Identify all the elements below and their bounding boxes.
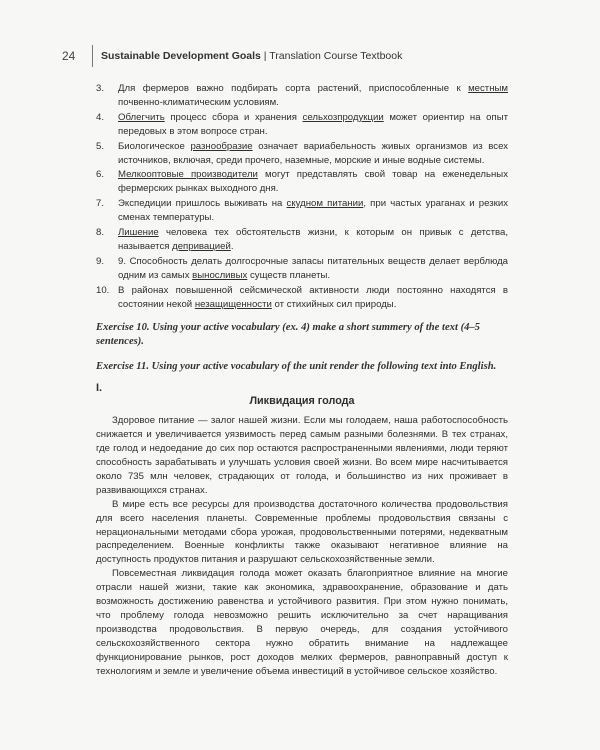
list-item-text: . [230, 240, 234, 252]
header-divider [92, 45, 93, 67]
vocabulary-term: незащищенности [194, 298, 272, 310]
list-item-text: Биологическое [118, 140, 191, 152]
list-item-number: 7. [96, 198, 105, 210]
list-item-text: почвенно-климатическим условиям. [118, 96, 279, 108]
page-header [62, 44, 560, 68]
list-item-number: 8. [96, 227, 105, 239]
exercise-11-instruction: Exercise 11. Using your active vocabulary of the unit render the following text into English. [96, 360, 497, 372]
running-title-rest: | Translation Course Textbook [260, 50, 403, 62]
list-item [96, 226, 508, 254]
text-title: Ликвидация голода [249, 395, 355, 408]
vocabulary-term: Облегчить [118, 111, 165, 123]
list-item-text: процесс сбора и хранения [164, 111, 303, 123]
vocabulary-term: местным [468, 83, 508, 94]
vocabulary-term: выносливых [192, 269, 248, 281]
list-item-text: могут представлять свой товар на еженедельных фермерских рынках выходного дня. [118, 169, 508, 195]
page-content [96, 82, 508, 679]
list-item-text: Экспедиции пришлось выживать на [118, 198, 287, 210]
list-item-number: 6. [96, 169, 105, 181]
section-number: I. [96, 381, 103, 394]
list-item [96, 140, 508, 168]
list-item-text: В районах повышенной сейсмической активности люди постоянно находятся в состоянии некой [118, 284, 508, 310]
list-item-text: существ планеты. [247, 269, 331, 281]
list-item [96, 111, 508, 139]
list-item-number: 9. [96, 255, 105, 267]
paragraph-2: В мире есть все ресурсы для производства достаточного количества продовольствия для всего населения планеты. Современные проблемы продовольствия связаны с нерациональными методами сбора урожая, продовольственными потерями, недекватным распределением. Военные конфликты также оказывают негативное влияние на доступность продуктов питания и разрушают сельскохозяйственные земли. [96, 498, 508, 566]
list-item-text: Для фермеров важно подбирать сорта растений, приспособленные к [118, 83, 469, 94]
list-item [96, 255, 508, 283]
vocabulary-term: депривацией [172, 240, 231, 252]
vocabulary-term: скудном питании [286, 198, 364, 210]
paragraph-1: Здоровое питание — залог нашей жизни. Если мы голодаем, наша работоспособность снижается и увеличивается уязвимость перед самым разными болезнями. В тех странах, где голод и недоедание до сих пор остаются распространенными явлениями, люди теряют способность зарабатывать и улучшать условия своей жизни. Во всем мире насчитывается около 735 млн человек, страдающих от голода, и большинство из них проживает в развивающихся странах. [96, 415, 508, 496]
paragraph-3: Повсеместная ликвидация голода может оказать благоприятное влияние на многие отрасли нашей жизни, такие как экономика, здравоохранение, образование и дать возможность достижению равенства и устойчивого развития. При этом нужно понимать, что проблему голода невозможно решить исключительно за счет наращивания производства продовольствия. В первую очередь, для создания устойчивого сельскохозяйственного сектора нужно обратить внимание на надлежащее функционирование рынков, рост доходов мелких фермеров, равноправный доступ к технологиям и земле и увеличение объема инвестиций в устойчивое сельское хозяйство. [96, 568, 508, 677]
list-item [96, 197, 508, 225]
list-item-text: , при частых ураганах и резких сменах температуры. [118, 198, 508, 224]
list-item [96, 284, 508, 312]
list-item [96, 82, 508, 110]
running-title-bold: Sustainable Development Goals [101, 50, 261, 62]
vocabulary-term: разнообразие [190, 140, 253, 152]
list-item-text: 9. Способность делать долгосрочные запасы питательных веществ делает верблюда одним из самых [118, 255, 508, 281]
vocabulary-term: Лишение [118, 227, 159, 239]
list-item [96, 168, 508, 196]
list-item-text: человека тех обстоятельств жизни, к которым он привык с детства, называется [118, 227, 508, 252]
list-item-text: от стихийных сил природы. [271, 298, 397, 310]
sentence-list [96, 82, 508, 312]
list-item-text: означает вариабельность живых организмов из всех источников, включая, среди прочего, наземные, морские и иные водные системы. [118, 140, 509, 166]
list-item-number: 5. [96, 140, 105, 152]
list-item-number: 3. [96, 83, 105, 94]
page-number: 24 [62, 49, 76, 63]
exercise-10-instruction: Exercise 10. Using your active vocabulary (ex. 4) make a short summery of the text (4–5 sentences). [96, 321, 480, 347]
running-title [101, 50, 402, 62]
list-item-number: 4. [96, 111, 105, 123]
list-item-number: 10. [96, 284, 110, 296]
vocabulary-term: Мелкооптовые производители [118, 169, 258, 181]
list-item-text: может ориентир на опыт передовых в этом вопросе стран. [118, 111, 508, 137]
vocabulary-term: сельхозпродукции [302, 111, 384, 123]
